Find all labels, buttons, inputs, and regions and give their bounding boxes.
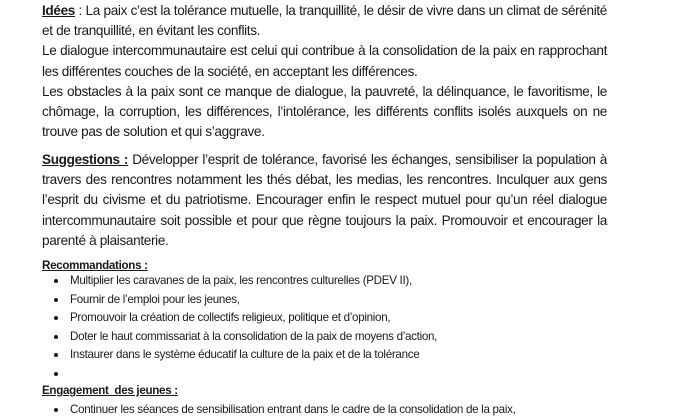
engagement-list [52, 401, 516, 420]
idees-line-1: La paix c’est la tolérance mutuelle, la tranquillité, le désir de vivre dans un climat de sérénité et de tranquillité, en évitant les conflits. [42, 3, 608, 39]
bullet-icon [54, 353, 58, 357]
list-item [52, 291, 437, 310]
bullet-icon [54, 335, 58, 339]
suggestions-label: Suggestions : [42, 152, 129, 167]
list-item-text: Fournir de l’emploi pour les jeunes, [70, 292, 240, 306]
bullet-icon [54, 279, 58, 283]
recommandations-heading: Recommandations : [42, 259, 148, 272]
idees-section [42, 1, 607, 142]
list-item-text: Multiplier les caravanes de la paix, les rencontres culturelles (PDEV II), [70, 274, 412, 287]
bullet-icon [54, 298, 58, 302]
list-item [52, 309, 437, 328]
list-item [52, 346, 437, 365]
idees-line-3: Les obstacles à la paix sont ce manque de dialogue, la pauvreté, la délinquance, le favoritisme, le chômage, la corruption, les différences, l’intolérance, les différents conflits isolés auxquels on ne trouve pas de solution et qui s’aggrave. [42, 83, 607, 140]
list-item-text: Continuer les séances de sensibilisation entrant dans le cadre de la consolidation de la paix, [70, 403, 516, 416]
list-item [52, 272, 437, 291]
list-item-text: Doter le haut commissariat à la consolidation de la paix de moyens d’action, [70, 329, 438, 343]
suggestions-text: Développer l’esprit de tolérance, favorisé les échanges, sensibiliser la population à travers des rencontres notamment les thés débat, les medias, les rencontres. Inculquer aux gens l’esprit du civisme et du patriotisme. Encourager enfin le respect mutuel pour qu’un réel dialogue intercommunautaire soit possible et pour que règne toujours la paix. Promouvoir et encourager la parenté à plaisanterie. [42, 152, 607, 248]
list-item-text: Promouvoir la création de collectifs religieux, politique et d’opinion, [70, 311, 391, 324]
list-item-empty [52, 365, 437, 384]
list-item-text: Instaurer dans le système éducatif la culture de la paix et de la tolérance [70, 348, 420, 361]
suggestions-section [42, 150, 607, 251]
bullet-icon [54, 372, 58, 376]
engagement-heading: Engagement des jeunes : [42, 384, 178, 397]
list-item [52, 328, 437, 347]
recommandations-list [52, 272, 437, 383]
bullet-icon [54, 408, 58, 412]
idees-label: Idées [42, 3, 76, 18]
list-item [52, 401, 516, 420]
idees-line-2: Le dialogue intercommunautaire est celui qui contribue à la consolidation de la paix en rapprochant les différentes couches de la société, en acceptant les différences. [42, 43, 607, 79]
idees-sep: : [75, 3, 86, 18]
bullet-icon [54, 316, 58, 320]
